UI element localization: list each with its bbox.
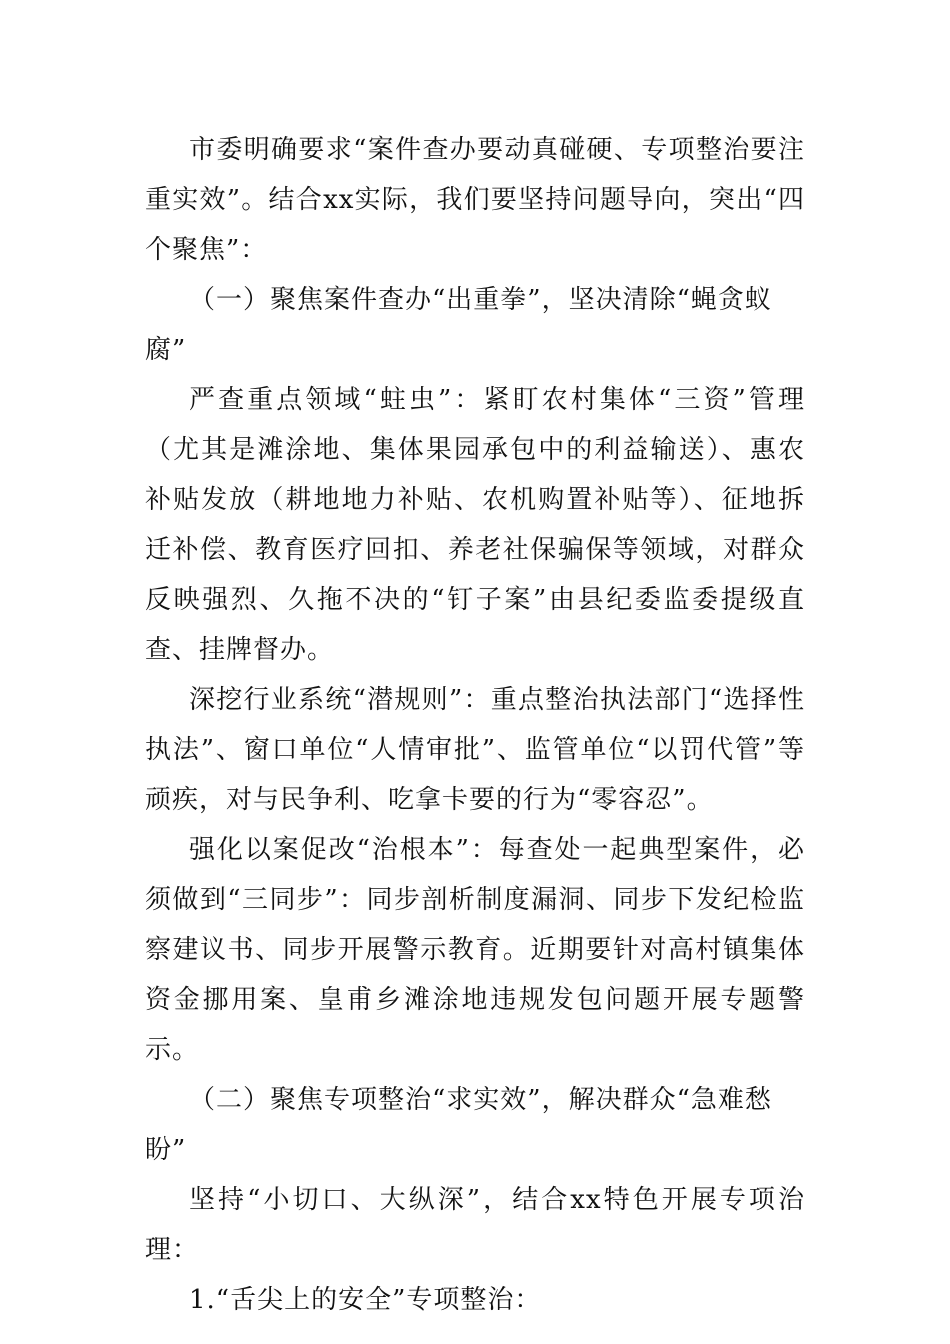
body-paragraph: 严查重点领域“蛀虫”：紧盯农村集体“三资”管理（尤其是滩涂地、集体果园承包中的利益输送）、惠农补贴发放（耕地地力补贴、农机购置补贴等）、征地拆迁补偿、教育医疗回扣、养老社保骗保等领域，对群众反映强烈、久拖不决的“钉子案”由县纪委监委提级直查、挂牌督办。 — [145, 385, 805, 665]
body-paragraph: 坚持“小切口、大纵深”，结合xx特色开展专项治理： — [145, 1185, 805, 1265]
section-heading-2: （二）聚焦专项整治“求实效”，解决群众“急难愁盼” — [145, 1085, 772, 1165]
document-body — [145, 125, 805, 1325]
list-item: 1.“舌尖上的安全”专项整治： — [189, 1285, 542, 1315]
intro-paragraph: 市委明确要求“案件查办要动真碰硬、专项整治要注重实效”。结合xx实际，我们要坚持问题导向，突出“四个聚焦”： — [145, 135, 805, 265]
section-heading-1: （一）聚焦案件查办“出重拳”，坚决清除“蝇贪蚁腐” — [145, 285, 772, 365]
body-paragraph: 深挖行业系统“潜规则”：重点整治执法部门“选择性执法”、窗口单位“人情审批”、监管单位“以罚代管”等顽疾，对与民争利、吃拿卡要的行为“零容忍”。 — [145, 685, 805, 815]
body-paragraph: 强化以案促改“治根本”：每查处一起典型案件，必须做到“三同步”：同步剖析制度漏洞、同步下发纪检监察建议书、同步开展警示教育。近期要针对高村镇集体资金挪用案、皇甫乡滩涂地违规发包问题开展专题警示。 — [145, 835, 805, 1065]
